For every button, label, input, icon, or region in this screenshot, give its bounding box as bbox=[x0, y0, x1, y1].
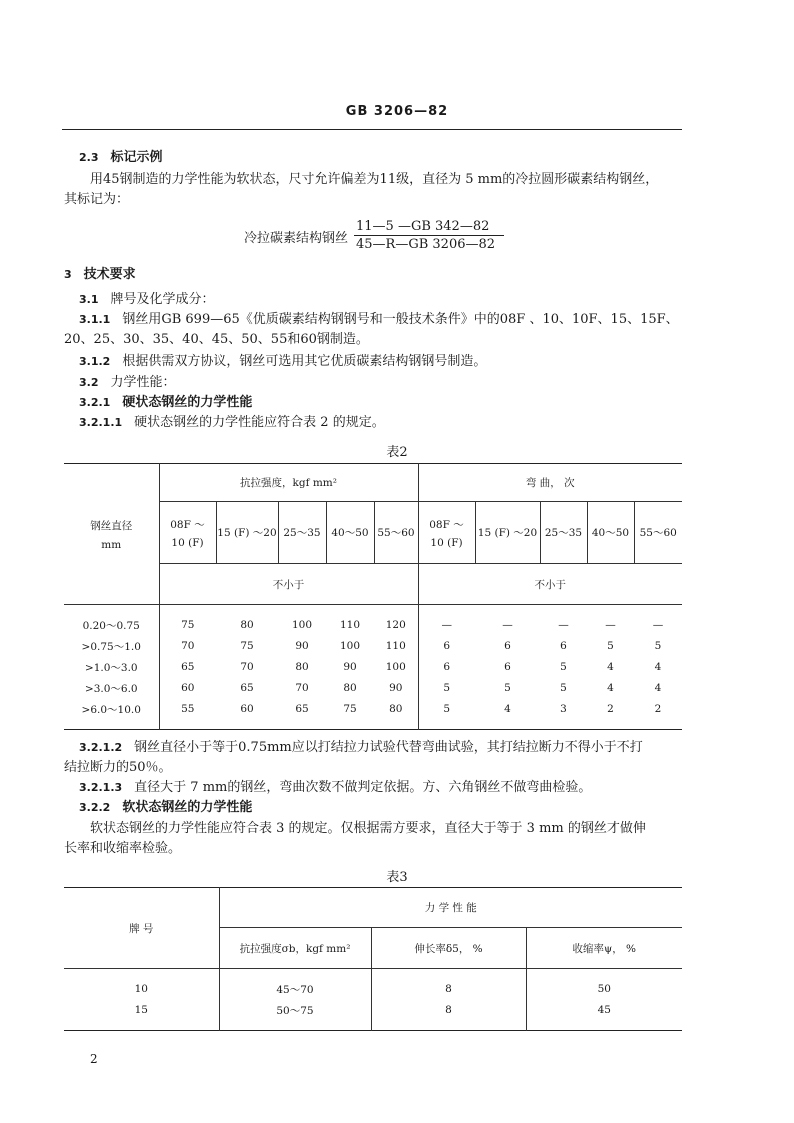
section-number: 3.2.1.1 bbox=[79, 416, 123, 429]
paragraph-line: 用45钢制造的力学性能为软状态，尺寸允许偏差为11级，直径为 5 mm的冷拉圆形碳素结构钢丝， bbox=[90, 172, 659, 187]
tensile-cell: 90 bbox=[295, 640, 309, 652]
diameter-cell: >3.0～6.0 bbox=[84, 682, 138, 695]
grade-cell: 10 bbox=[134, 983, 148, 995]
tensile-header: 抗拉强度，kgf mm² bbox=[159, 464, 418, 502]
section-3-2-1-1 bbox=[79, 415, 385, 431]
page-number: 2 bbox=[90, 1052, 98, 1066]
diameter-header: 钢丝直径 bbox=[90, 519, 133, 532]
bend-cell: 3 bbox=[560, 703, 567, 715]
table-row bbox=[64, 615, 682, 636]
section-2-3-heading bbox=[79, 150, 163, 166]
bend-cell: 5 bbox=[504, 682, 511, 694]
tensile-cell: 65 bbox=[159, 657, 216, 678]
section-3-1-1 bbox=[79, 312, 679, 328]
marking-numerator: 11—5 —GB 342—82 bbox=[356, 219, 490, 234]
tensile-cell: 45～70 bbox=[219, 979, 371, 1000]
tensile-cell: 80 bbox=[343, 682, 357, 694]
marking-denominator: 45—R—GB 3206—82 bbox=[356, 237, 496, 252]
tensile-cell: 90 bbox=[343, 661, 357, 673]
tensile-cell: 100 bbox=[339, 640, 361, 652]
bend-cell: 5 bbox=[607, 640, 614, 652]
section-3-heading bbox=[64, 267, 136, 283]
bend-cell: 6 bbox=[418, 657, 475, 678]
section-number: 2.3 bbox=[79, 151, 99, 164]
table-3 bbox=[64, 887, 682, 1031]
table-row bbox=[64, 678, 682, 699]
reduction-cell: 50 bbox=[526, 979, 682, 1000]
grade-header: 40～50 bbox=[587, 502, 634, 564]
bend-cell: — bbox=[418, 615, 475, 636]
tensile-cell: 80 bbox=[240, 619, 254, 631]
paragraph-line: 软状态钢丝的力学性能应符合表 3 的规定。仅根据需方要求，直径大于等于 3 mm 的钢丝才做伸 bbox=[90, 821, 646, 836]
grade-08f-line1: 08F ～ bbox=[170, 518, 205, 531]
table-row bbox=[64, 636, 682, 657]
bend-cell: 4 bbox=[654, 661, 662, 673]
section-number: 3.1 bbox=[79, 293, 99, 306]
grade-header: 55～60 bbox=[634, 502, 682, 564]
bend-cell: 2 bbox=[654, 703, 662, 715]
section-number: 3.2 bbox=[79, 376, 99, 389]
section-text: 钢丝用GB 699—65《优质碳素结构钢钢号和一般技术条件》中的08F 、10、10F、15、15F、 bbox=[122, 312, 679, 327]
grade-header: 15 (F) ～20 bbox=[475, 502, 540, 564]
section-title: 标记示例 bbox=[110, 150, 163, 165]
grade-header: 55～60 bbox=[374, 502, 418, 564]
bend-cell: 4 bbox=[607, 682, 614, 694]
grade-header: 牌 号 bbox=[64, 888, 219, 969]
tensile-cell: 110 bbox=[339, 619, 361, 631]
tensile-cell: 70 bbox=[159, 636, 216, 657]
section-3-1 bbox=[79, 292, 215, 308]
section-text: 直径大于 7 mm的钢丝，弯曲次数不做判定依据。方、六角钢丝不做弯曲检验。 bbox=[134, 780, 592, 795]
bend-cell: 5 bbox=[418, 678, 475, 699]
section-text: 根据供需双方协议，钢丝可选用其它优质碳素结构钢钢号制造。 bbox=[122, 354, 487, 369]
elongation-cell: 8 bbox=[371, 979, 526, 1000]
bend-cell: 6 bbox=[504, 640, 511, 652]
tensile-cell: 65 bbox=[295, 703, 309, 715]
table-3-caption: 表3 bbox=[386, 870, 408, 885]
section-number: 3.1.2 bbox=[79, 355, 111, 368]
paragraph-line: 其标记为： bbox=[64, 192, 130, 207]
tensile-cell: 75 bbox=[159, 615, 216, 636]
bend-cell: 6 bbox=[560, 640, 567, 652]
bend-cell: 5 bbox=[560, 682, 567, 694]
diameter-cell: >6.0～10.0 bbox=[81, 703, 141, 716]
grade-header: 15 (F) ～20 bbox=[216, 502, 278, 564]
elongation-col-header: 伸长率δ5， % bbox=[371, 928, 526, 969]
grade-08f-line1: 08F ～ bbox=[429, 518, 464, 531]
grade-cell: 15 bbox=[134, 1004, 148, 1016]
table-row bbox=[64, 699, 682, 720]
bend-cell: 5 bbox=[654, 640, 662, 652]
reduction-cell: 45 bbox=[526, 1000, 682, 1021]
section-number: 3 bbox=[64, 268, 72, 281]
section-number: 3.2.1 bbox=[79, 396, 111, 409]
section-3-2 bbox=[79, 375, 176, 391]
paragraph-line: 结拉断力的50％。 bbox=[64, 760, 172, 775]
grade-header: 25～35 bbox=[278, 502, 326, 564]
props-header: 力 学 性 能 bbox=[219, 888, 682, 928]
bend-cell: 5 bbox=[560, 661, 567, 673]
section-3-2-1 bbox=[79, 395, 252, 411]
tensile-cell: 100 bbox=[385, 661, 406, 673]
tensile-cell: 75 bbox=[343, 703, 357, 715]
bend-cell: 2 bbox=[607, 703, 614, 715]
tensile-col-header: 抗拉强度σb，kgf mm² bbox=[219, 928, 371, 969]
bend-cell: 4 bbox=[607, 661, 614, 673]
bend-cell: — bbox=[502, 619, 513, 631]
section-number: 3.2.1.2 bbox=[79, 741, 123, 754]
grade-08f-cell bbox=[159, 502, 216, 564]
bend-cell: 5 bbox=[418, 699, 475, 720]
standard-code: GB 3206—82 bbox=[345, 104, 449, 119]
tensile-cell: 75 bbox=[240, 640, 254, 652]
diameter-unit: mm bbox=[101, 538, 122, 551]
section-title: 技术要求 bbox=[83, 267, 136, 282]
tensile-cell: 60 bbox=[240, 703, 254, 715]
bend-cell: — bbox=[652, 619, 664, 631]
tensile-cell: 100 bbox=[291, 619, 313, 631]
section-number: 3.2.1.3 bbox=[79, 781, 123, 794]
marking-label: 冷拉碳素结构钢丝 bbox=[244, 231, 349, 246]
diameter-header-cell bbox=[64, 464, 159, 605]
section-text: 牌号及化学成分： bbox=[110, 292, 215, 307]
tensile-cell: 50～75 bbox=[219, 1000, 371, 1021]
section-text: 硬状态钢丝的力学性能应符合表 2 的规定。 bbox=[134, 415, 385, 430]
bend-cell: — bbox=[605, 619, 616, 631]
elongation-cell: 8 bbox=[371, 1000, 526, 1021]
section-3-2-1-3 bbox=[79, 780, 591, 796]
tensile-cell: 90 bbox=[389, 682, 403, 694]
section-3-2-2 bbox=[79, 800, 252, 816]
fraction-bar bbox=[354, 235, 504, 236]
min-label-bend: 不小于 bbox=[418, 564, 682, 605]
min-label-tensile: 不小于 bbox=[159, 564, 418, 605]
section-title: 硬状态钢丝的力学性能 bbox=[122, 395, 253, 410]
paragraph-line: 20、25、30、35、40、45、50、55和60钢制造。 bbox=[64, 332, 369, 347]
diameter-cell: 0.20～0.75 bbox=[82, 619, 140, 632]
section-title: 软状态钢丝的力学性能 bbox=[122, 800, 253, 815]
table-2-caption: 表2 bbox=[386, 445, 408, 460]
tensile-cell: 70 bbox=[295, 682, 309, 694]
section-number: 3.1.1 bbox=[79, 313, 111, 326]
bend-header: 弯 曲， 次 bbox=[418, 464, 682, 502]
section-3-2-1-2 bbox=[79, 740, 643, 756]
grade-08f-cell bbox=[418, 502, 475, 564]
table-row bbox=[64, 1000, 682, 1021]
tensile-cell: 65 bbox=[240, 682, 254, 694]
grade-08f-line2: 10 (F) bbox=[430, 536, 463, 549]
header-rule bbox=[62, 129, 682, 130]
grade-header: 40～50 bbox=[326, 502, 374, 564]
grade-08f-line2: 10 (F) bbox=[171, 536, 204, 549]
tensile-cell: 110 bbox=[385, 640, 406, 652]
table-row bbox=[64, 657, 682, 678]
tensile-cell: 60 bbox=[159, 678, 216, 699]
bend-cell: — bbox=[558, 619, 569, 631]
diameter-cell: >1.0～3.0 bbox=[84, 661, 138, 674]
section-3-1-2 bbox=[79, 354, 486, 370]
bend-cell: 4 bbox=[654, 682, 662, 694]
paragraph-line: 长率和收缩率检验。 bbox=[64, 841, 182, 856]
tensile-cell: 80 bbox=[295, 661, 309, 673]
tensile-cell: 120 bbox=[385, 619, 406, 631]
section-number: 3.2.2 bbox=[79, 801, 111, 814]
reduction-col-header: 收缩率ψ， % bbox=[526, 928, 682, 969]
bend-cell: 6 bbox=[504, 661, 511, 673]
table-2 bbox=[64, 463, 682, 730]
tensile-cell: 70 bbox=[240, 661, 254, 673]
bend-cell: 6 bbox=[418, 636, 475, 657]
section-text: 力学性能： bbox=[110, 375, 176, 390]
diameter-cell: >0.75～1.0 bbox=[81, 640, 141, 653]
tensile-cell: 55 bbox=[159, 699, 216, 720]
grade-header: 25～35 bbox=[540, 502, 587, 564]
bend-cell: 4 bbox=[504, 703, 511, 715]
table-row bbox=[64, 979, 682, 1000]
section-text: 钢丝直径小于等于0.75mm应以打结拉力试验代替弯曲试验，其打结拉断力不得小于不打 bbox=[134, 740, 643, 755]
tensile-cell: 80 bbox=[389, 703, 403, 715]
